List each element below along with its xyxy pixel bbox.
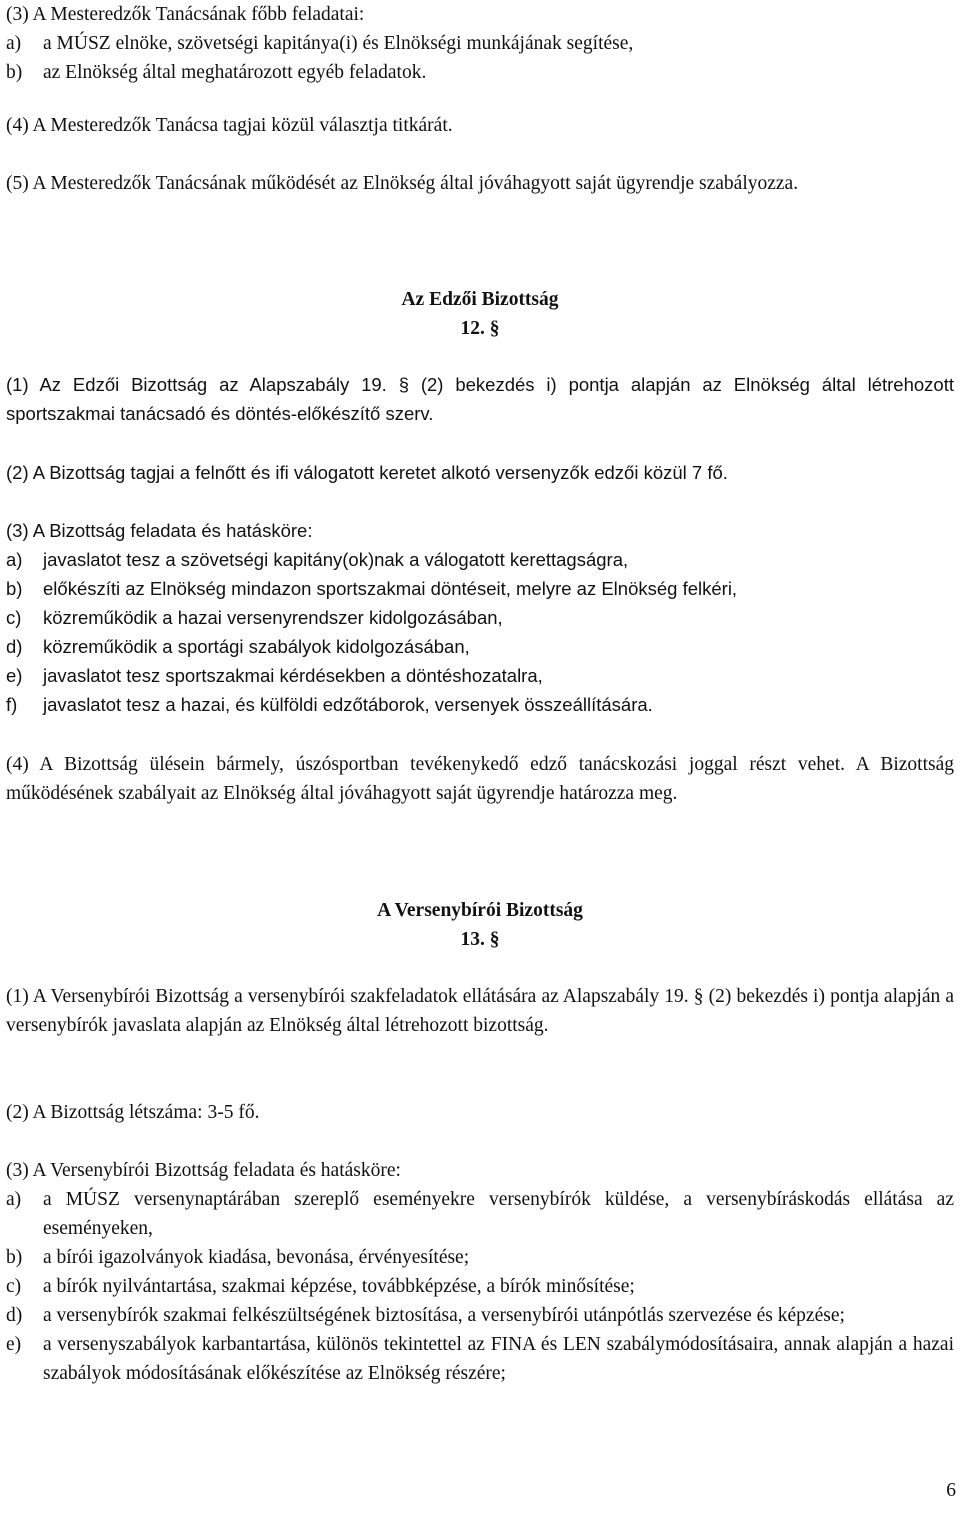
sec12-p4: (4) A Bizottság ülésein bármely, úszósportban tevékenykedő edző tanácskozási joggal részt vehet. A Bizottság működésének szabályait az Elnökség által jóváhagyott saját ügyrendje határozza meg. xyxy=(6,754,954,804)
list-item: b) az Elnökség által meghatározott egyéb feladatok. xyxy=(6,62,427,83)
list-item: a) javaslatot tesz a szövetségi kapitány(ok)nak a válogatott kerettagságra, xyxy=(6,549,629,570)
section-13-title: A Versenybírói Bizottság xyxy=(377,900,583,921)
list-item: a) a MÚSZ versenynaptárában szereplő eseményekre versenybírók küldése, a versenybíráskodás ellátása az eseményeken, xyxy=(6,1189,954,1239)
list-item: a) a MÚSZ elnöke, szövetségi kapitánya(i) és Elnökségi munkájának segítése, xyxy=(6,33,634,54)
sec13-p2: (2) A Bizottság létszáma: 3-5 fő. xyxy=(6,1102,260,1123)
prev-p3-intro: (3) A Mesteredzők Tanácsának főbb feladatai: xyxy=(6,4,365,25)
list-item: b) a bírói igazolványok kiadása, bevonása, érvényesítése; xyxy=(6,1247,470,1268)
list-item: c) a bírók nyilvántartása, szakmai képzése, továbbképzése, a bírók minősítése; xyxy=(6,1276,635,1297)
list-item: c) közreműködik a hazai versenyrendszer kidolgozásában, xyxy=(6,607,503,628)
sec12-p3 xyxy=(6,516,954,719)
list-item: d) közreműködik a sportági szabályok kidolgozásában, xyxy=(6,636,470,657)
section-12-title: Az Edzői Bizottság xyxy=(401,289,559,310)
sec13-p3 xyxy=(6,1156,954,1388)
list-item: e) a versenyszabályok karbantartása, különös tekintettel az FINA és LEN szabálymódosításaira, annak alapján a hazai szabályok módosításának előkészítése az Elnökség részére; xyxy=(6,1334,954,1384)
list-item: b) előkészíti az Elnökség mindazon sportszakmai döntéseit, melyre az Elnökség felkéri, xyxy=(6,578,738,599)
prev-p4: (4) A Mesteredzők Tanácsa tagjai közül választja titkárát. xyxy=(6,115,453,136)
list-item: f) javaslatot tesz a hazai, és külföldi edzőtáborok, versenyek összeállítására. xyxy=(6,694,653,715)
sec13-p1: (1) A Versenybírói Bizottság a versenybírói szakfeladatok ellátására az Alapszabály 19. § (2) bekezdés i) pontja alapján a versenybírók javaslata alapján az Elnökség által létrehozott bizottság. xyxy=(6,986,954,1036)
sec13-p3-intro: (3) A Versenybírói Bizottság feladata és hatásköre: xyxy=(6,1160,401,1181)
sec12-p3-intro: (3) A Bizottság feladata és hatásköre: xyxy=(6,520,313,541)
prev-p3 xyxy=(6,0,954,87)
list-item: e) javaslatot tesz sportszakmai kérdésekben a döntéshozatalra, xyxy=(6,665,543,686)
section-13-number: 13. § xyxy=(460,929,500,950)
sec12-p1: (1) Az Edzői Bizottság az Alapszabály 19. § (2) bekezdés i) pontja alapján az Elnökség által létrehozott sportszakmai tanácsadó és döntés-előkészítő szerv. xyxy=(6,374,954,424)
prev-p5: (5) A Mesteredzők Tanácsának működését az Elnökség által jóváhagyott saját ügyrendje szabályozza. xyxy=(6,173,799,194)
page-number: 6 xyxy=(946,1480,956,1501)
sec12-p2: (2) A Bizottság tagjai a felnőtt és ifi válogatott keretet alkotó versenyzők edzői közül 7 fő. xyxy=(6,462,728,483)
section-12-number: 12. § xyxy=(460,318,500,339)
list-item: d) a versenybírók szakmai felkészültségének biztosítása, a versenybírói utánpótlás szervezése és képzése; xyxy=(6,1305,845,1326)
